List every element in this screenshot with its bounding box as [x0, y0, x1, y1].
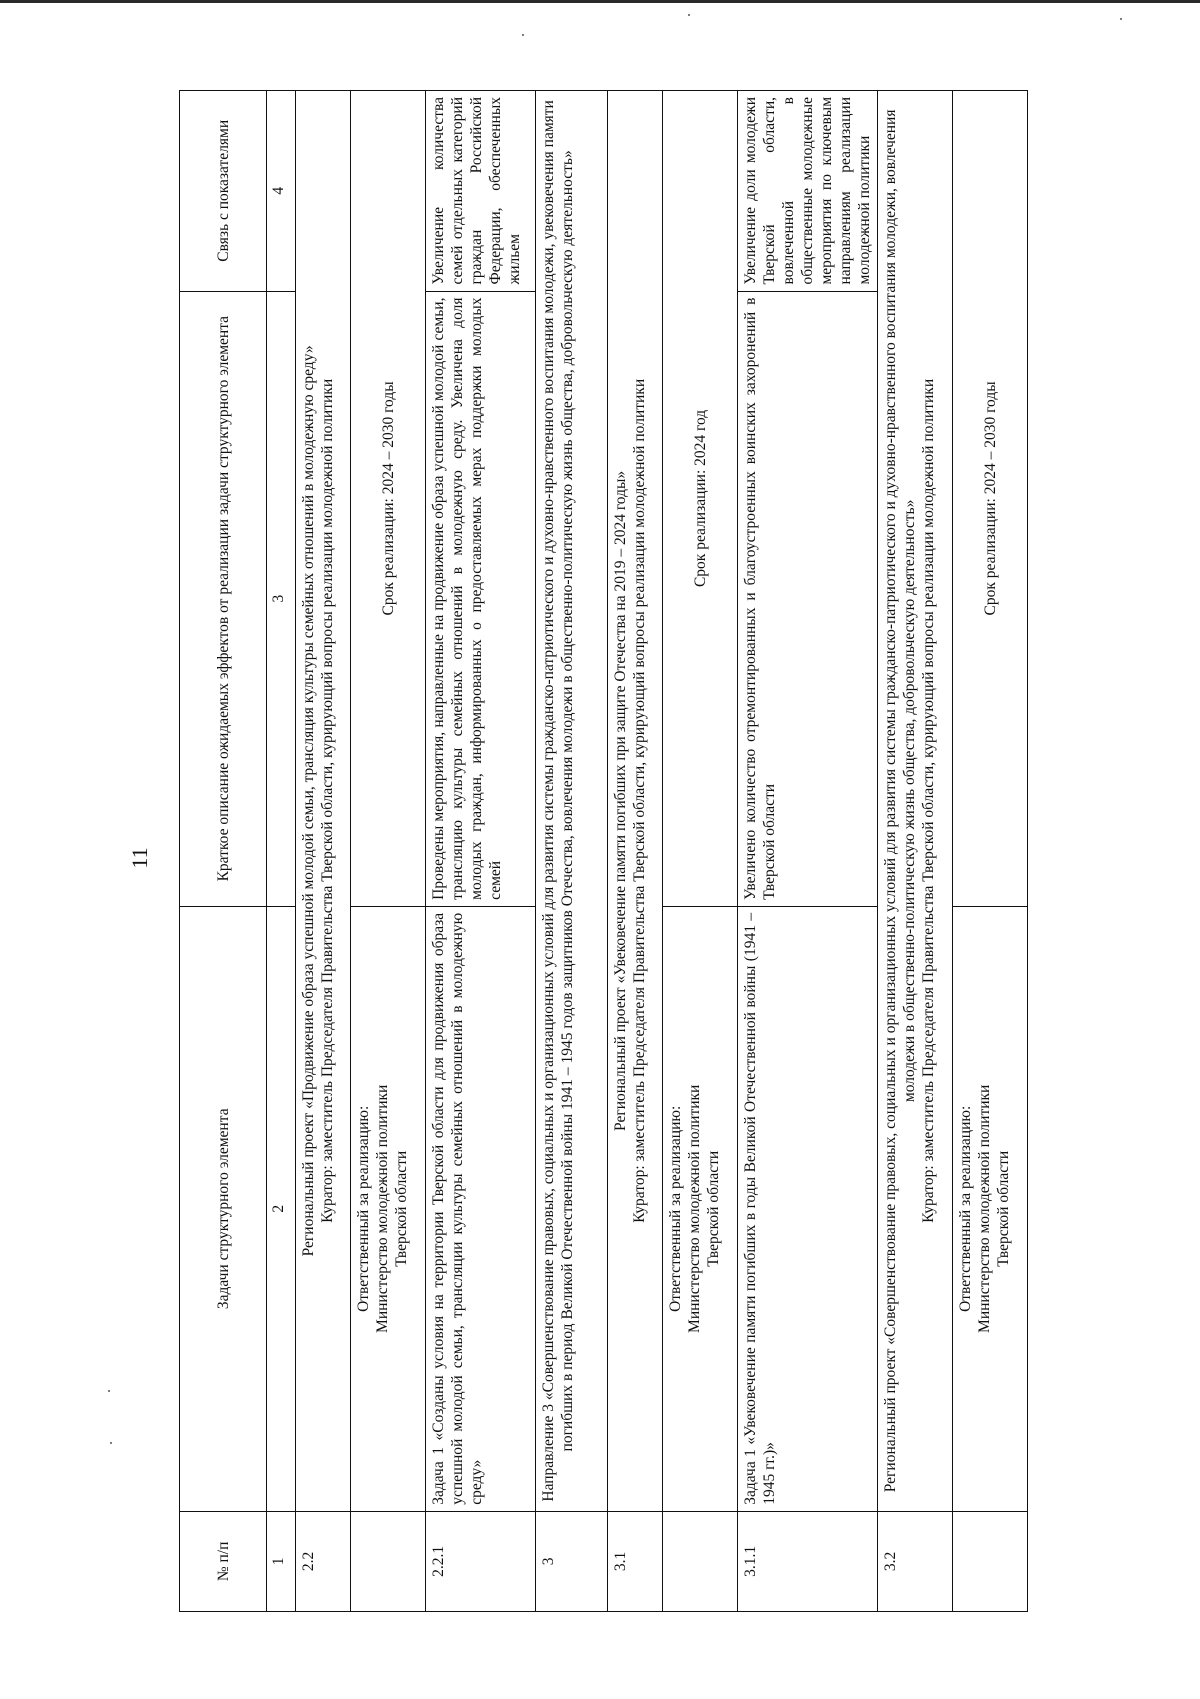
- header-effects: Краткое описание ожидаемых эффектов от реализации задачи структурного элемента: [180, 291, 267, 906]
- scan-speck: [110, 1442, 112, 1444]
- responsible-org: Министерство молодежной политики: [686, 1084, 703, 1333]
- implementation-term: Срок реализации: 2024 год: [663, 91, 738, 907]
- curator-text: Куратор: заместитель Председателя Правительства Тверской области, курирующий вопросы реализации молодежной политики: [920, 378, 937, 1223]
- responsible-org: Министерство молодежной политики: [374, 1084, 391, 1333]
- regional-project-cell: [608, 91, 663, 1512]
- row-number: 2.2: [296, 1511, 351, 1611]
- indicator-text: Увеличение количества семей отдельных категорий граждан Российской Федерации, обеспеченных жильем: [426, 91, 536, 292]
- task-text: Задача 1 «Созданы условия на территории Тверской области для продвижения образа успешной молодой семьи, трансляции культуры семейных отношений в молодежную среду»: [426, 906, 536, 1511]
- curator-text: Куратор: заместитель Председателя Правительства Тверской области, курирующий вопросы реализации молодежной политики: [631, 378, 648, 1223]
- table-row: [296, 91, 351, 1612]
- responsible-cell: [953, 906, 1028, 1511]
- table-row: [953, 91, 1028, 1612]
- curator-text: Куратор: заместитель Председателя Правительства Тверской области, курирующий вопросы реализации молодежной политики: [319, 378, 336, 1223]
- row-number: 3.1.1: [738, 1511, 878, 1611]
- direction-text: Направление 3 «Совершенствование правовых, социальных и организационных условий для развития системы гражданско-патриотического и духовно-нравственного воспитания молодежи, увековечения памяти погибших в период Великой Отечественной войны 1941 – 1945 годов защитников Отечества, вовлечения молодежи в общественно-политическую жизнь общества, добровольческую деятельность»: [536, 91, 608, 1512]
- responsible-label: Ответственный за реализацию:: [957, 1105, 974, 1312]
- table-row: [608, 91, 663, 1612]
- page-number: 11: [127, 847, 152, 869]
- column-number-3: 3: [267, 291, 296, 906]
- rotated-table-container: [179, 90, 1059, 1612]
- row-number: 3.2: [878, 1511, 953, 1611]
- table-row: [351, 91, 426, 1612]
- implementation-term: Срок реализации: 2024 – 2030 годы: [351, 91, 426, 907]
- regional-project-title: Региональный проект «Совершенствование правовых, социальных и организационных условий для развития системы гражданско-патриотического и духовно-нравственного воспитания молодежи, вовлечения молодежи в общественно-политическую жизнь общества, добровольческую деятельность»: [882, 109, 918, 1493]
- table-header-row: [180, 91, 267, 1612]
- responsible-label: Ответственный за реализацию:: [355, 1105, 372, 1312]
- indicator-text: Увеличение доли молодежи Тверской области, вовлеченной в общественные молодежные мероприятия по ключевым направлениям реализации молодежной политики: [738, 91, 878, 292]
- effect-text: Проведены мероприятия, направленные на продвижение образа успешной молодой семьи, трансляцию культуры семейных отношений в молодежную среду. Увеличена доля молодых граждан, информированных о предоставляемых мерах поддержки молодых семей: [426, 291, 536, 906]
- scan-edge: [0, 0, 1200, 3]
- regional-project-title: Региональный проект «Увековечение памяти погибших при защите Отечества на 2019 – 2024 годы»: [612, 470, 629, 1131]
- responsible-region: Тверской области: [995, 1150, 1012, 1267]
- responsible-cell: [351, 906, 426, 1511]
- empty-cell: [351, 1511, 426, 1611]
- responsible-label: Ответственный за реализацию:: [667, 1105, 684, 1312]
- responsible-cell: [663, 906, 738, 1511]
- table-row: [536, 91, 608, 1612]
- regional-project-title: Региональный проект «Продвижение образа успешной молодой семьи, трансляция культуры семейных отношений в молодежную среду»: [300, 345, 317, 1257]
- table-row: [663, 91, 738, 1612]
- column-number-row: [267, 91, 296, 1612]
- responsible-region: Тверской области: [705, 1150, 722, 1267]
- empty-cell: [663, 1511, 738, 1611]
- row-number: 3.1: [608, 1511, 663, 1611]
- scan-speck: [688, 14, 690, 16]
- implementation-term: Срок реализации: 2024 – 2030 годы: [953, 91, 1028, 907]
- scan-speck: [108, 1390, 110, 1392]
- header-indicators: Связь с показателями: [180, 91, 267, 292]
- effect-text: Увеличено количество отремонтированных и благоустроенных воинских захоронений в Тверской области: [738, 291, 878, 906]
- task-text: Задача 1 «Увековечение памяти погибших в годы Великой Отечественной войны (1941 – 1945 гг.)»: [738, 906, 878, 1511]
- scan-speck: [522, 34, 524, 36]
- row-number: 3: [536, 1511, 608, 1611]
- table-row: [878, 91, 953, 1612]
- structural-elements-table: [179, 90, 1028, 1612]
- empty-cell: [953, 1511, 1028, 1611]
- scan-speck: [1120, 18, 1122, 20]
- row-number: 2.2.1: [426, 1511, 536, 1611]
- column-number-2: 2: [267, 906, 296, 1511]
- header-number: № п/п: [180, 1511, 267, 1611]
- table-row: [426, 91, 536, 1612]
- column-number-4: 4: [267, 91, 296, 292]
- responsible-org: Министерство молодежной политики: [976, 1084, 993, 1333]
- table-row: [738, 91, 878, 1612]
- header-tasks: Задачи структурного элемента: [180, 906, 267, 1511]
- responsible-region: Тверской области: [393, 1150, 410, 1267]
- regional-project-cell: [296, 91, 351, 1512]
- regional-project-cell: [878, 91, 953, 1512]
- column-number-1: 1: [267, 1511, 296, 1611]
